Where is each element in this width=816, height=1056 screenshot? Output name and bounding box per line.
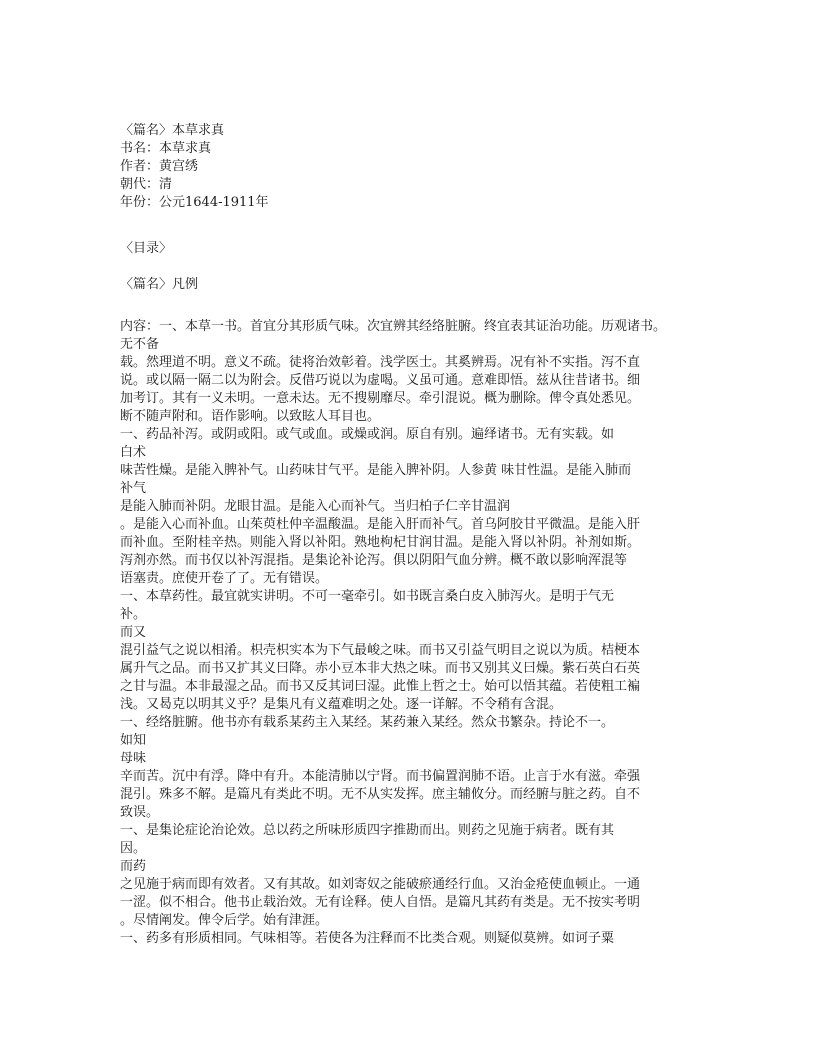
body-line: 母味	[120, 751, 147, 766]
body-line: 无不备	[120, 337, 160, 352]
body-line: 语塞责。庶使开卷了了。无有错误。	[120, 571, 329, 586]
body-line: 之甘与温。本非最湿之品。而书又反其词曰湿。此惟上哲之士。始可以悟其蕴。若使粗工褊	[120, 679, 641, 694]
body-line: 泻剂亦然。而书仅以补泻混指。是集论补论泻。俱以阴阳气血分辨。概不敢以影响浑混等	[120, 553, 628, 568]
body-line: 混引益气之说以相淆。枳壳枳实本为下气最峻之味。而书又引益气明目之说以为质。桔梗本	[120, 643, 641, 658]
body-line: 因。	[120, 841, 147, 856]
body-line: 白术	[120, 445, 147, 460]
body-line: 一、经络脏腑。他书亦有载系某药主入某经。某药兼入某经。然众书繁杂。持论不一。	[120, 715, 615, 730]
body-line: 辛而苦。沉中有浮。降中有升。本能清肺以宁肾。而书偏置润肺不语。止言于水有滋。牵强	[120, 769, 641, 784]
body-line: 而补血。至附桂辛热。则能入肾以补阳。熟地枸杞甘润甘温。是能入肾以补阴。补剂如斯。	[120, 535, 641, 550]
body-line: 而又	[120, 625, 147, 640]
body-line: 补气	[120, 481, 147, 496]
meta-book: 书名：本草求真	[120, 141, 212, 156]
meta-year: 年份：公元1644-1911年	[120, 195, 269, 210]
body-line: 一、药品补泻。或阴或阳。或气或血。或燥或润。原自有别。遍绎诸书。无有实载。如	[120, 427, 615, 442]
body-line: 说。或以隔一隔二以为附会。反借巧说以为虚喝。义虽可通。意难即悟。兹从往昔诸书。细	[120, 373, 641, 388]
body-line: 。尽情阐发。俾令后学。始有津涯。	[120, 913, 329, 928]
body-line: 是能入肺而补阴。龙眼甘温。是能入心而补气。当归柏子仁辛甘温润	[120, 499, 511, 514]
meta-dynasty: 朝代：清	[120, 177, 173, 192]
body-line: 味苦性燥。是能入脾补气。山药味甘气平。是能入脾补阴。人参黄 味甘性温。是能入肺而	[120, 463, 632, 478]
body-line: 一、本草药性。最宜就实讲明。不可一毫牵引。如书既言桑白皮入肺泻火。是明于气无	[120, 589, 615, 604]
body-line: 载。然理道不明。意义不疏。徒将治效彰着。浅学医士。其奚辨焉。况有补不实指。泻不直	[120, 355, 641, 370]
body-line: 一、药多有形质相同。气味相等。若使各为注释而不比类合观。则疑似莫辨。如诃子粟	[120, 931, 615, 946]
body-line: 内容：一、本草一书。首宜分其形质气味。次宜辨其经络脏腑。终宜表其证治功能。历观诸书。	[120, 319, 667, 334]
body-line: 断不随声附和。语作影响。以致眩人耳目也。	[120, 409, 381, 424]
body-line: 浅。又曷克以明其义乎？是集凡有义蕴难明之处。逐一详解。不令稍有含混。	[120, 697, 563, 712]
body-line: 补。	[120, 607, 147, 622]
section-title: 〈篇名〉凡例	[120, 277, 199, 292]
body-line: 而药	[120, 859, 147, 874]
body-line: 致误。	[120, 805, 160, 820]
body-line: 加考订。其有一义未明。一意未达。无不搜剔靡尽。牵引混说。概为删除。俾令真处悉见。	[120, 391, 641, 406]
toc-label: 〈目录〉	[120, 241, 173, 256]
body-line: 一、是集论症论治论效。总以药之所味形质四字推勘而出。则药之见施于病者。既有其	[120, 823, 615, 838]
meta-author: 作者：黄宫绣	[120, 159, 199, 174]
body-line: 混引。殊多不解。是篇凡有类此不明。无不从实发挥。庶主辅攸分。而经腑与脏之药。自不	[120, 787, 641, 802]
body-line: 之见施于病而即有效者。又有其故。如刘寄奴之能破瘀通经行血。又治金疮使血顿止。一通	[120, 877, 641, 892]
meta-title: 〈篇名〉本草求真	[120, 123, 225, 138]
body-line: 如知	[120, 733, 147, 748]
body-line: 属升气之品。而书又扩其义曰降。赤小豆本非大热之味。而书又别其义曰燥。紫石英白石英	[120, 661, 641, 676]
body-line: 。是能入心而补血。山茱萸杜仲辛温酸温。是能入肝而补气。首乌阿胶甘平微温。是能入肝	[120, 517, 641, 532]
body-line: 一涩。似不相合。他书止载治效。无有诠释。使人自悟。是篇凡其药有类是。无不按实考明	[120, 895, 641, 910]
